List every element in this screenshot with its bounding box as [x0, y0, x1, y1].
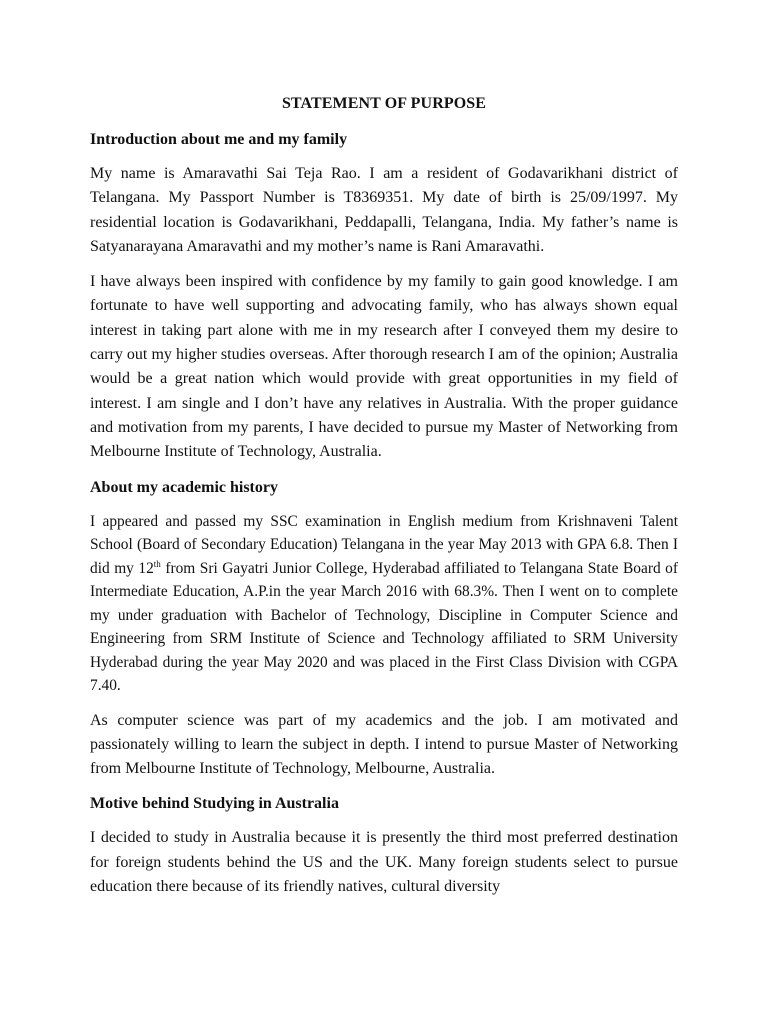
document-page — [90, 92, 678, 910]
academic-text-end: from Sri Gayatri Junior College, Hyderabad affiliated to Telangana State Board of Intermediate Education, A.P.in the year March 2016 with 68.3%. Then I went on to complete my under graduation with Bachelor of Technology, Discipline in Computer Science and Engineering from SRM Institute of Science and Technology affiliated to SRM University Hyderabad during the year May 2020 and was placed in the First Class Division with CGPA 7.40. — [90, 559, 678, 695]
paragraph-academic-2: As computer science was part of my academics and the job. I am motivated and passionately willing to learn the subject in depth. I intend to pursue Master of Networking from Melbourne Institute of Technology, Melbourne, Australia. — [90, 711, 678, 778]
ordinal-superscript: th — [153, 558, 161, 569]
document-title: STATEMENT OF PURPOSE — [281, 95, 487, 112]
academic-text-start: I appeared and passed my SSC examination in English medium from Krishnaveni Talent School (Board of Secondary Education) Telangana in the year May 2013 with GPA 6.8. Then I did my 12 — [90, 512, 678, 577]
paragraph-academic-1 — [90, 510, 678, 698]
paragraph-introduction-1: My name is Amaravathi Sai Teja Rao. I am a resident of Godavarikhani district of Telangana. My Passport Number is T8369351. My date of birth is 25/09/1997. My residential location is Godavarikhani, Peddapalli, Telangana, India. My father’s name is Satyanarayana Amaravathi and my mother’s name is Rani Amaravathi. — [90, 165, 678, 255]
paragraph-motive-1: I decided to study in Australia because it is presently the third most preferred destination for foreign students behind the US and the UK. Many foreign students select to pursue education there because of its friendly natives, cultural diversity — [90, 829, 678, 896]
paragraph-introduction-2: I have always been inspired with confidence by my family to gain good knowledge. I am fortunate to have well supporting and advocating family, who has always shown equal interest in taking part alone with me in my research after I conveyed them my desire to carry out my higher studies overseas. After thorough research I am of the opinion; Australia would be a great nation which would provide with great opportunities in my field of interest. I am single and I don’t have any relatives in Australia. With the proper guidance and motivation from my parents, I have decided to pursue my Master of Networking from Melbourne Institute of Technology, Australia. — [90, 273, 678, 461]
section-heading-academic: About my academic history — [90, 478, 278, 496]
section-heading-motive: Motive behind Studying in Australia — [90, 795, 339, 813]
section-heading-introduction: Introduction about me and my family — [90, 131, 348, 148]
